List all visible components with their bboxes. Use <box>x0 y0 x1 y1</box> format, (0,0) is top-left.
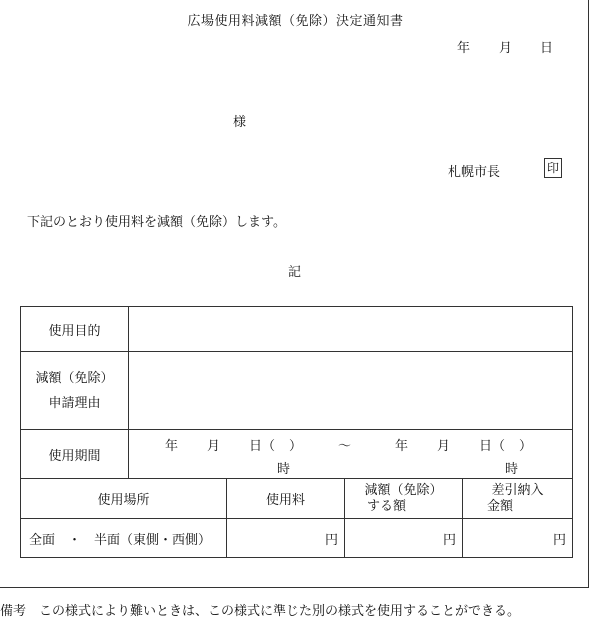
fee-header: 使用料 <box>227 479 345 519</box>
footnote: 備考 この様式により難いときは、この様式に準じた別の様式を使用することができる。 <box>0 604 521 619</box>
period-value <box>129 430 573 479</box>
place-value: 全面 ・ 半面（東側・西側） <box>21 519 227 558</box>
period-end-close: ） <box>519 439 533 454</box>
reduction-header-line2: する額 <box>367 498 407 514</box>
date-year: 年 <box>457 41 471 56</box>
value-row <box>21 519 573 558</box>
period-start-hour: 時 <box>277 462 291 477</box>
seal-mark: 印 <box>544 158 562 178</box>
period-end-hour: 時 <box>505 462 519 477</box>
form-table <box>20 306 573 558</box>
document-title: 広場使用料減額（免除）決定通知書 <box>187 14 404 29</box>
fee-yen: 円 <box>227 519 345 558</box>
period-tilde: ～ <box>338 439 352 454</box>
purpose-label: 使用目的 <box>21 307 129 352</box>
header-row <box>21 479 573 519</box>
reason-label-line2: 申請理由 <box>48 395 101 411</box>
balance-header <box>463 479 573 519</box>
period-start-day: 日（ <box>249 439 276 454</box>
period-row <box>21 430 573 479</box>
intro-text: 下記のとおり使用料を減額（免除）します。 <box>27 215 286 230</box>
reduction-header <box>345 479 463 519</box>
issuer-name: 札幌市長 <box>448 165 501 180</box>
date-day: 日 <box>540 41 554 56</box>
reason-label <box>21 352 129 430</box>
ki-heading: 記 <box>288 265 302 280</box>
addressee-suffix: 様 <box>233 115 247 130</box>
balance-header-line2: 金額 <box>487 498 514 514</box>
period-start-year: 年 <box>165 439 179 454</box>
purpose-value <box>129 307 573 352</box>
reduction-header-line1: 減額（免除） <box>364 482 443 498</box>
place-header: 使用場所 <box>21 479 227 519</box>
reason-label-line1: 減額（免除） <box>35 370 114 386</box>
period-label: 使用期間 <box>21 430 129 479</box>
period-start-month: 月 <box>207 439 221 454</box>
period-end-month: 月 <box>437 439 451 454</box>
balance-header-line1: 差引納入 <box>491 482 544 498</box>
purpose-row <box>21 307 573 352</box>
date-month: 月 <box>499 41 513 56</box>
reason-row <box>21 352 573 430</box>
period-end-day: 日（ <box>479 439 506 454</box>
reduction-yen: 円 <box>345 519 463 558</box>
balance-yen: 円 <box>463 519 573 558</box>
period-start-close: ） <box>289 439 303 454</box>
reason-value <box>129 352 573 430</box>
period-end-year: 年 <box>395 439 409 454</box>
